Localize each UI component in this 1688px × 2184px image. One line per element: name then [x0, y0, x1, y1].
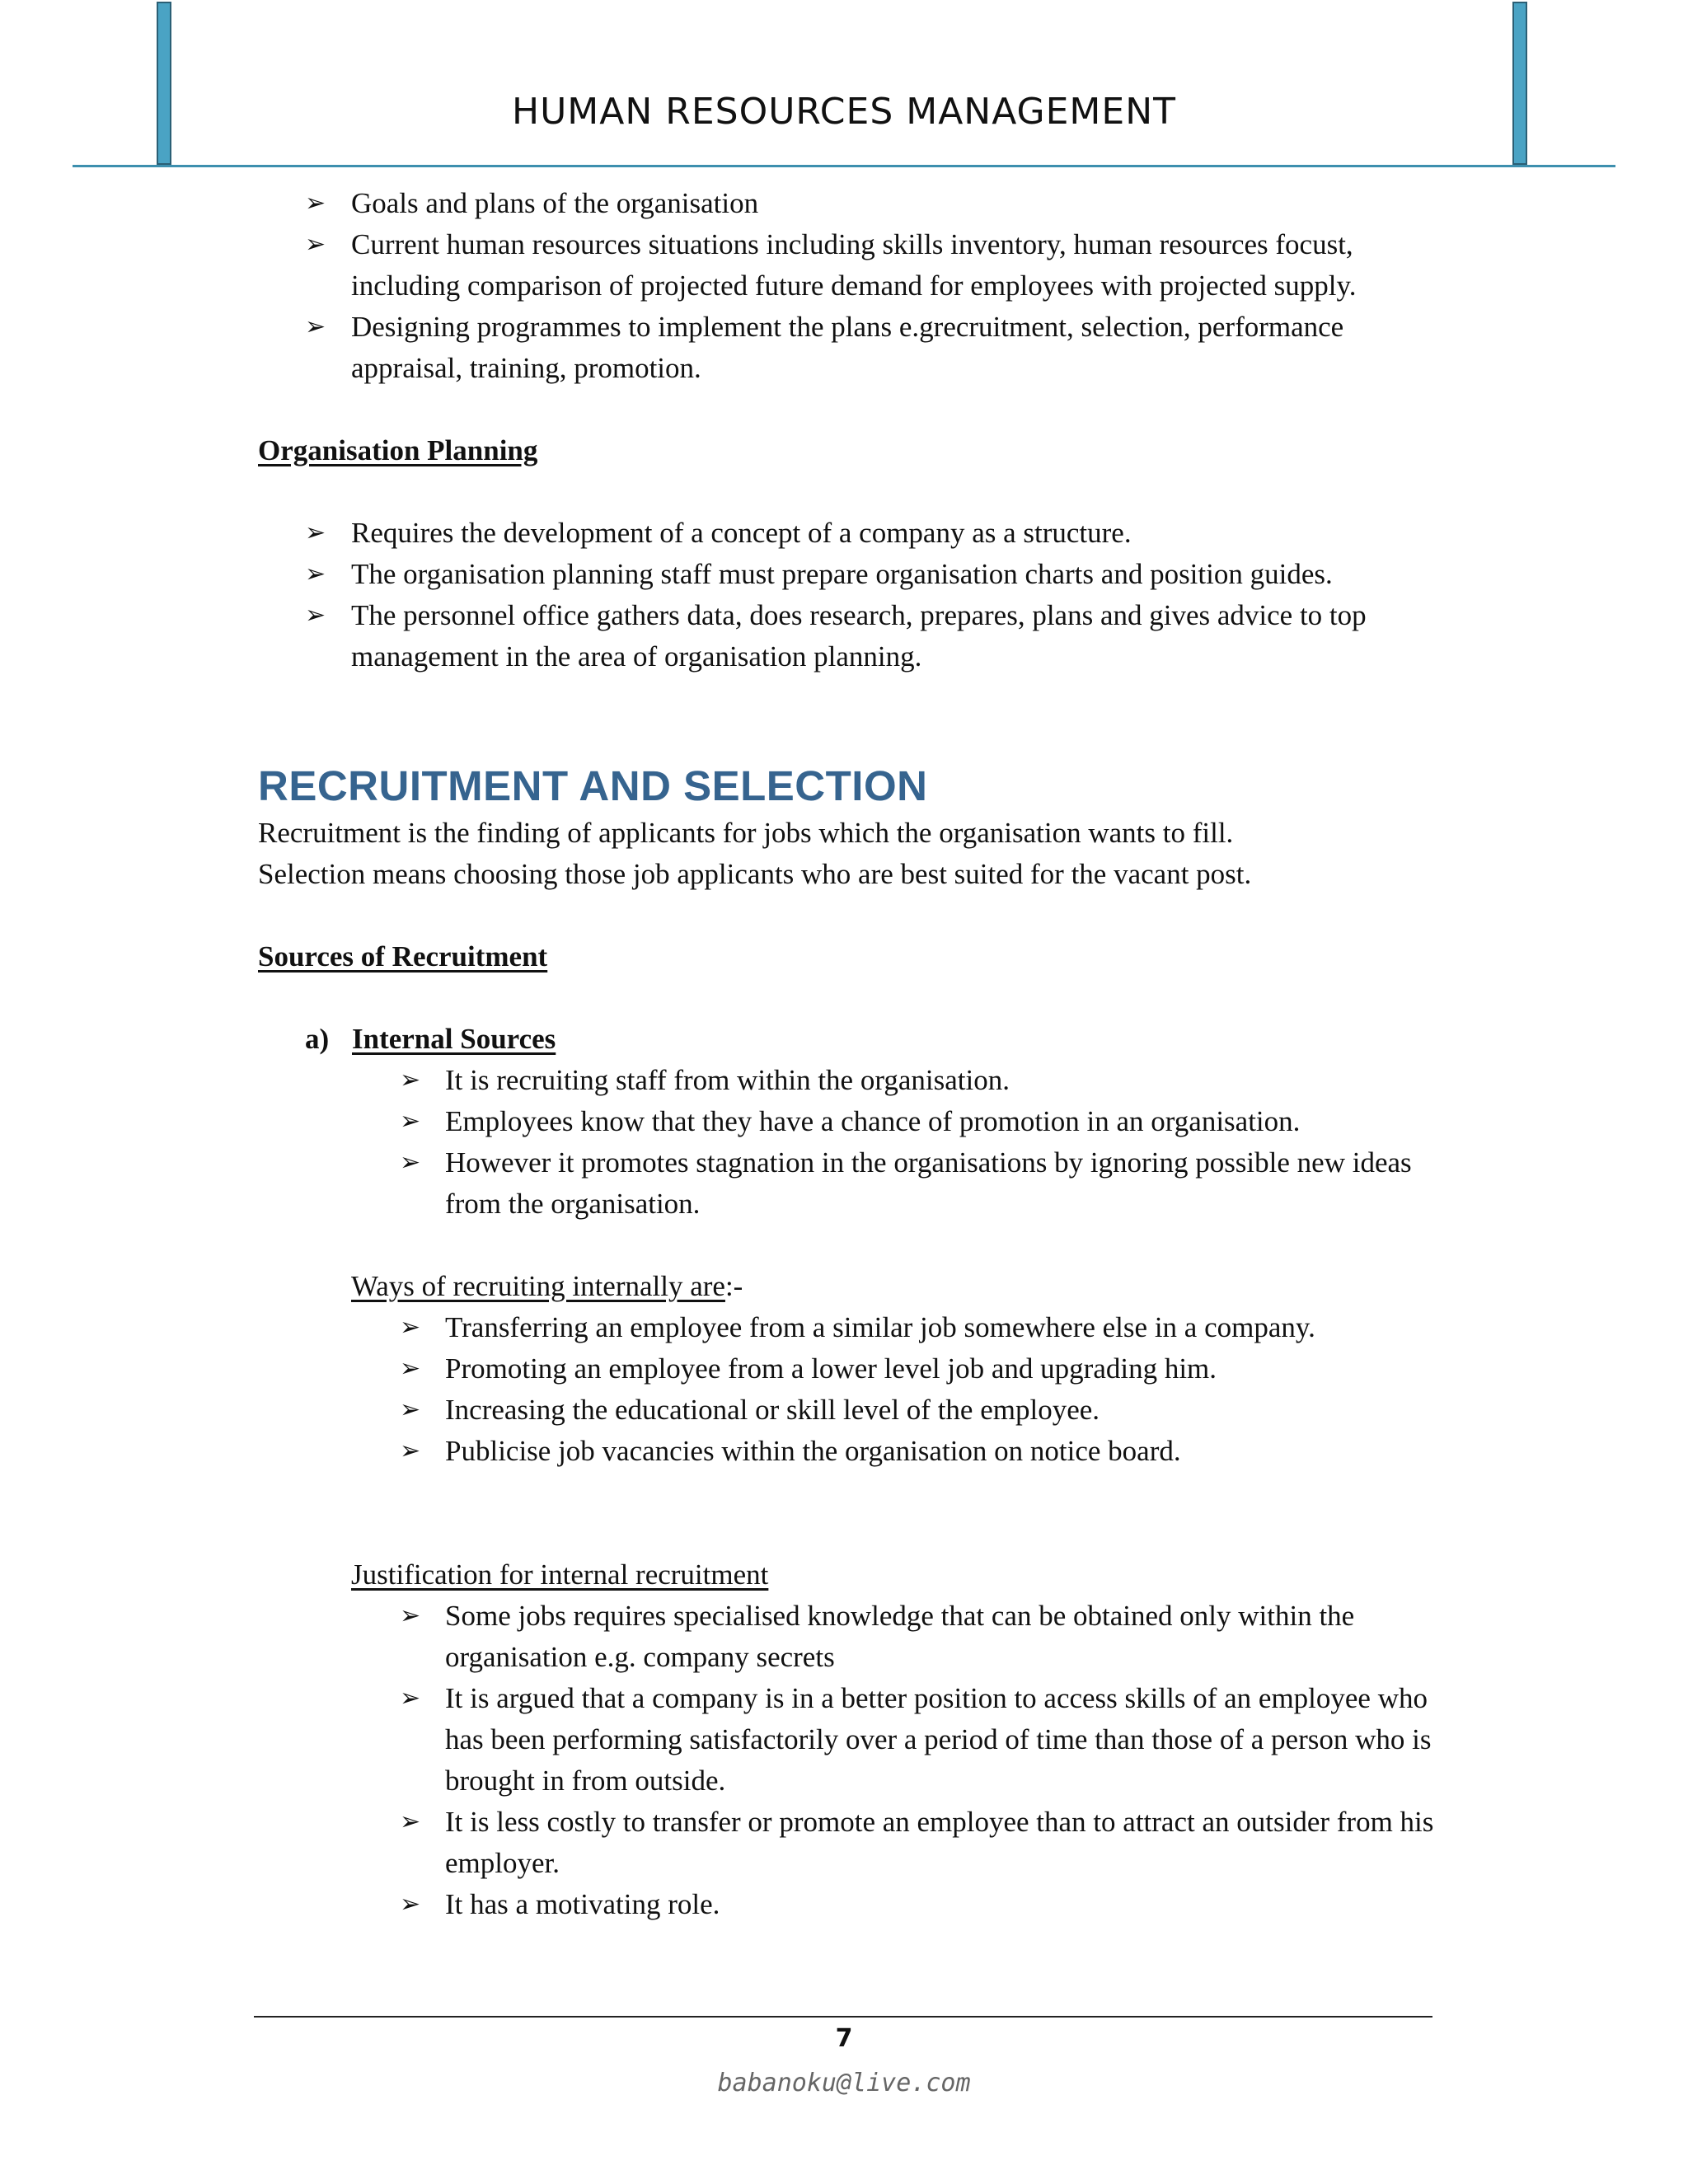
- arrow-bullet-icon: ➢: [400, 1436, 421, 1465]
- arrow-bullet-icon: ➢: [400, 1807, 421, 1836]
- document-header-title: HUMAN RESOURCES MANAGEMENT: [512, 91, 1176, 133]
- arrow-bullet-icon: ➢: [400, 1395, 421, 1424]
- arrow-bullet-icon: ➢: [400, 1066, 421, 1094]
- arrow-bullet-icon: ➢: [305, 189, 326, 218]
- selection-definition: Selection means choosing those job applicants who are best suited for the vacant post.: [258, 858, 1252, 890]
- list-item: ➢ Some jobs requires specialised knowledge that can be obtained only within the organisation e.g. company secrets: [258, 1596, 1445, 1678]
- list-item: ➢ Current human resources situations including skills inventory, human resources focust, including comparison of projected future demand for employees with projected supply.: [258, 224, 1445, 307]
- arrow-bullet-icon: ➢: [400, 1684, 421, 1713]
- list-item: ➢ Designing programmes to implement the plans e.grecruitment, selection, performance appraisal, training, promotion.: [258, 307, 1445, 389]
- arrow-bullet-icon: ➢: [400, 1890, 421, 1919]
- list-item: ➢ The organisation planning staff must prepare organisation charts and position guides.: [258, 554, 1445, 595]
- list-item: ➢ It is recruiting staff from within the organisation.: [258, 1060, 1445, 1101]
- arrow-bullet-icon: ➢: [400, 1313, 421, 1342]
- list-item: ➢ Publicise job vacancies within the organisation on notice board.: [258, 1431, 1445, 1472]
- org-planning-list: [258, 513, 1445, 677]
- arrow-bullet-icon: ➢: [305, 230, 326, 259]
- section-heading: RECRUITMENT AND SELECTION: [258, 762, 928, 809]
- list-item: ➢ It is argued that a company is in a better position to access skills of an employee who has been performing satisfactorily over a period of time than those of a person who is brought in from outside.: [258, 1678, 1445, 1802]
- page-number: 7: [835, 2024, 853, 2053]
- arrow-bullet-icon: ➢: [305, 312, 326, 341]
- list-item: ➢ Transferring an employee from a similar job somewhere else in a company.: [258, 1307, 1445, 1348]
- footer-rule: [254, 2016, 1432, 2018]
- list-letter: a): [305, 1023, 330, 1055]
- arrow-bullet-icon: ➢: [305, 560, 326, 588]
- arrow-bullet-icon: ➢: [400, 1354, 421, 1383]
- list-item: ➢ It is less costly to transfer or promote an employee than to attract an outsider from his employer.: [258, 1802, 1445, 1884]
- recruitment-definition: Recruitment is the finding of applicants for jobs which the organisation wants to fill.: [258, 817, 1234, 849]
- header-left-bar: [157, 2, 171, 165]
- justification-heading: Justification for internal recruitment: [351, 1558, 769, 1591]
- footer-email: babanoku@live.com: [717, 2069, 971, 2097]
- header-right-bar: [1512, 2, 1527, 165]
- list-item: ➢ Goals and plans of the organisation: [258, 183, 1445, 224]
- planning-considerations-list: [258, 183, 1445, 389]
- arrow-bullet-icon: ➢: [400, 1148, 421, 1177]
- list-item: ➢ Increasing the educational or skill level of the employee.: [258, 1390, 1445, 1431]
- org-planning-heading: Organisation Planning: [258, 434, 538, 466]
- internal-sources-heading: a) Internal Sources: [258, 1019, 1445, 1060]
- list-item: ➢ Requires the development of a concept of a company as a structure.: [258, 513, 1445, 554]
- list-item: ➢ Promoting an employee from a lower level job and upgrading him.: [258, 1348, 1445, 1390]
- list-item: ➢ The personnel office gathers data, does research, prepares, plans and gives advice to top management in the area of organisation planning.: [258, 595, 1445, 677]
- ways-heading: Ways of recruiting internally are:-: [351, 1270, 743, 1302]
- arrow-bullet-icon: ➢: [400, 1107, 421, 1136]
- header-rule: [73, 165, 1615, 167]
- internal-sources-list: [258, 1060, 1445, 1225]
- list-item: ➢ Employees know that they have a chance of promotion in an organisation.: [258, 1101, 1445, 1142]
- ways-list: [258, 1307, 1445, 1472]
- arrow-bullet-icon: ➢: [305, 601, 326, 630]
- arrow-bullet-icon: ➢: [305, 518, 326, 547]
- sources-heading: Sources of Recruitment: [258, 940, 548, 972]
- justification-list: [258, 1596, 1445, 1925]
- list-item: ➢ It has a motivating role.: [258, 1884, 1445, 1925]
- list-item: ➢ However it promotes stagnation in the organisations by ignoring possible new ideas from the organisation.: [258, 1142, 1445, 1225]
- arrow-bullet-icon: ➢: [400, 1601, 421, 1630]
- page-body: [258, 183, 1445, 1925]
